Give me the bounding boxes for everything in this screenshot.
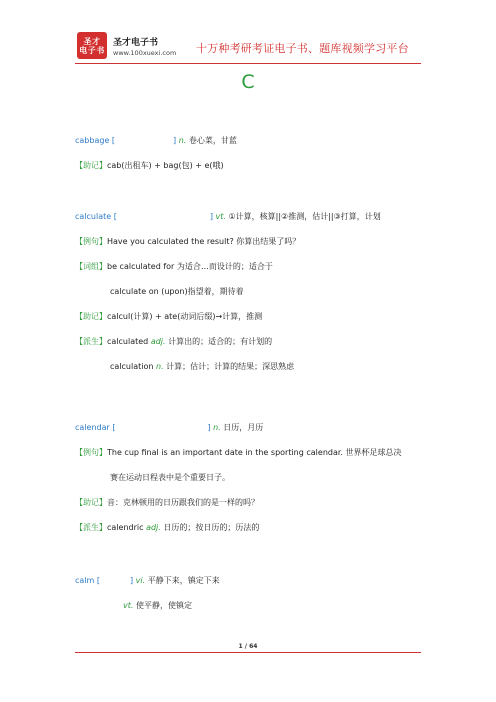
example-text: Have you calculated the result? 你算出结果了吗？ <box>107 237 301 246</box>
bracket-close: ] <box>173 136 177 145</box>
meaning: ①计算，核算||②推测，估计||③打算，计划 <box>228 212 381 221</box>
entry-calculate-derived <box>75 337 272 347</box>
page-indicator: 1 / 64 <box>238 643 258 650</box>
header-slogan: 十万种考研考证电子书、题库视频学习平台 <box>196 42 409 55</box>
part-of-speech: n. <box>178 136 187 145</box>
mnemonic-tag: 【助记】 <box>75 498 107 507</box>
headword: calm [ <box>75 576 100 585</box>
brand-name: 圣才电子书 <box>113 38 159 48</box>
entry-cabbage-headline <box>75 136 237 146</box>
entry-cabbage-mnemonic <box>75 161 224 171</box>
meaning: 日历，月历 <box>223 423 264 432</box>
derived-tag: 【派生】 <box>75 337 107 346</box>
entry-calendar-example-cont: 赛在运动日程表中是个重要日子。 <box>110 473 230 482</box>
meaning: 平静下来，镇定下来 <box>147 576 220 585</box>
example-tag: 【例句】 <box>75 448 107 457</box>
phrase-text: be calculated for 为适合…而设计的；适合于 <box>107 262 273 271</box>
logo-text-top: 圣才 <box>83 36 101 46</box>
bracket-close: ] <box>209 212 213 221</box>
mnemonic-tag: 【助记】 <box>75 161 107 170</box>
entry-calendar-derived <box>75 523 259 533</box>
mnemonic-tag: 【助记】 <box>75 312 107 321</box>
meaning: 卷心菜，甘蓝 <box>188 136 237 145</box>
entry-calm-sense-2 <box>123 601 192 611</box>
part-of-speech: vt. <box>215 212 226 221</box>
derived-pos: adj. <box>150 337 166 346</box>
derived-pos: adj. <box>146 523 161 532</box>
logo-text-bottom: 电子书 <box>79 45 105 55</box>
example-tag: 【例句】 <box>75 237 107 246</box>
brand-logo <box>77 32 107 59</box>
bracket-close: ] <box>207 423 211 432</box>
part-of-speech: n. <box>213 423 221 432</box>
derived-meaning: 日历的；按日历的；历法的 <box>163 523 260 532</box>
entry-calm-headline <box>75 576 220 586</box>
mnemonic-text: cab(出租车) + bag(包) + e(哦) <box>107 161 224 170</box>
derived-tag: 【派生】 <box>75 523 107 532</box>
entry-calendar-headline <box>75 423 263 433</box>
mnemonic-text: 音：克林顿用的日历跟我们的是一样的吗？ <box>107 498 259 507</box>
phrase-tag: 【词组】 <box>75 262 107 271</box>
entry-calculate-example <box>75 237 300 247</box>
footer-divider <box>75 652 421 653</box>
headword: calendar [ <box>75 423 116 432</box>
header-divider <box>75 63 421 64</box>
derived-pos: n. <box>156 362 164 371</box>
derived-meaning: 计算出的；适合的；有计划的 <box>168 337 273 346</box>
bracket-close: ] <box>129 576 134 585</box>
headword: calculate [ <box>75 212 117 221</box>
derived-word: calculation <box>110 362 154 371</box>
derived-word: calendric <box>107 523 144 532</box>
derived-meaning: 计算；估计；计算的结果；深思熟虑 <box>166 362 295 371</box>
entry-calendar-mnemonic <box>75 498 259 508</box>
part-of-speech: vi. <box>135 576 146 585</box>
entry-calculate-headline <box>75 212 381 222</box>
example-text: The cup final is an important date in the sporting calendar. 世界杯足球总决 <box>107 448 402 457</box>
entry-calculate-phrase <box>75 262 273 272</box>
entry-calendar-example <box>75 448 402 458</box>
entry-calculate-derived-2 <box>110 362 294 372</box>
mnemonic-text: calcul(计算) + ate(动词后缀)→计算，推测 <box>107 312 263 321</box>
part-of-speech: vt. <box>123 601 134 610</box>
derived-word: calculated <box>107 337 149 346</box>
meaning: 使平静，使镇定 <box>135 601 192 610</box>
entry-calculate-mnemonic <box>75 312 262 322</box>
brand-url: www.100xuexi.com <box>113 49 177 57</box>
section-letter: C <box>241 71 255 93</box>
headword: cabbage [ <box>75 136 116 145</box>
entry-calculate-phrase-2: calculate on (upon)指望着，期待着 <box>110 287 244 296</box>
